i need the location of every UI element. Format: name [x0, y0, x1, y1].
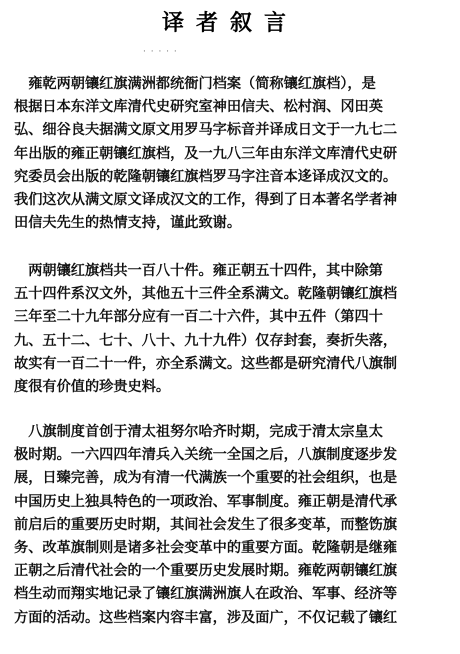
text-line: 前启后的重要历史时期，其间社会发生了很多变革，而整饬旗 [14, 516, 398, 533]
text-line: 极时期。一六四四年清兵入关统一全国之后，八旗制度逐步发 [14, 447, 398, 464]
text-line: 九、五十二、七十、八十、九十九件）仅存封套，奏折失落， [14, 332, 398, 349]
text-line: 展，日臻完善，成为有清一代满族一个重要的社会组织，也是 [14, 470, 398, 487]
paragraph-1 [14, 73, 454, 235]
text-line: 田信夫先生的热情支持，谨此致谢。 [14, 215, 242, 232]
text-line: 八旗制度首创于清太祖努尔哈齐时期，完成于清太宗皇太 [14, 424, 383, 440]
decorative-dots: · · · · · [143, 47, 178, 57]
text-line: 两朝镶红旗档共一百八十件。雍正朝五十四件，其中除第 [14, 263, 383, 279]
text-line: 方面的活动。这些档案内容丰富，涉及面广，不仅记载了镶红 [14, 609, 398, 626]
text-line: 度很有价值的珍贵史料。 [14, 379, 171, 396]
paragraph-3 [14, 421, 454, 630]
text-line: 根据日本东洋文库清代史研究室神田信夫、松村润、冈田英 [14, 99, 383, 116]
paragraph-2 [14, 260, 454, 399]
text-line: 年出版的雍正朝镶红旗档，及一九八三年由东洋文库清代史研 [14, 145, 398, 162]
text-line: 中国历史上独具特色的一项政治、军事制度。雍正朝是清代承 [14, 493, 398, 510]
text-line: 五十四件系汉文外，其他五十三件全系满文。乾隆朝镶红旗档 [14, 286, 398, 303]
text-line: 故实有一百二十一件，亦全系满文。这些都是研究清代八旗制 [14, 355, 398, 372]
text-line: 弘、细谷良夫据满文原文用罗马字标音并译成日文于一九七二 [14, 122, 398, 139]
text-line: 我们这次从满文原文译成汉文的工作，得到了日本著名学者神 [14, 192, 398, 209]
text-line: 正朝之后清代社会的一个重要历史发展时期。雍乾两朝镶红旗 [14, 563, 398, 580]
text-line: 究委员会出版的乾隆朝镶红旗档罗马字注音本迻译成汉文的。 [14, 168, 398, 185]
page-title: 译者叙言 [161, 10, 298, 36]
text-line: 务、改革旗制则是诸多社会变革中的重要方面。乾隆朝是继雍 [14, 540, 398, 557]
text-line: 档生动而翔实地记录了镶红旗满洲旗人在政治、军事、经济等 [14, 586, 398, 603]
text-line: 雍乾两朝镶红旗满洲都统衙门档案（简称镶红旗档），是 [14, 76, 376, 92]
text-line: 三年至二十九年部分应有一百二十六件，其中五件（第四十 [14, 309, 383, 326]
